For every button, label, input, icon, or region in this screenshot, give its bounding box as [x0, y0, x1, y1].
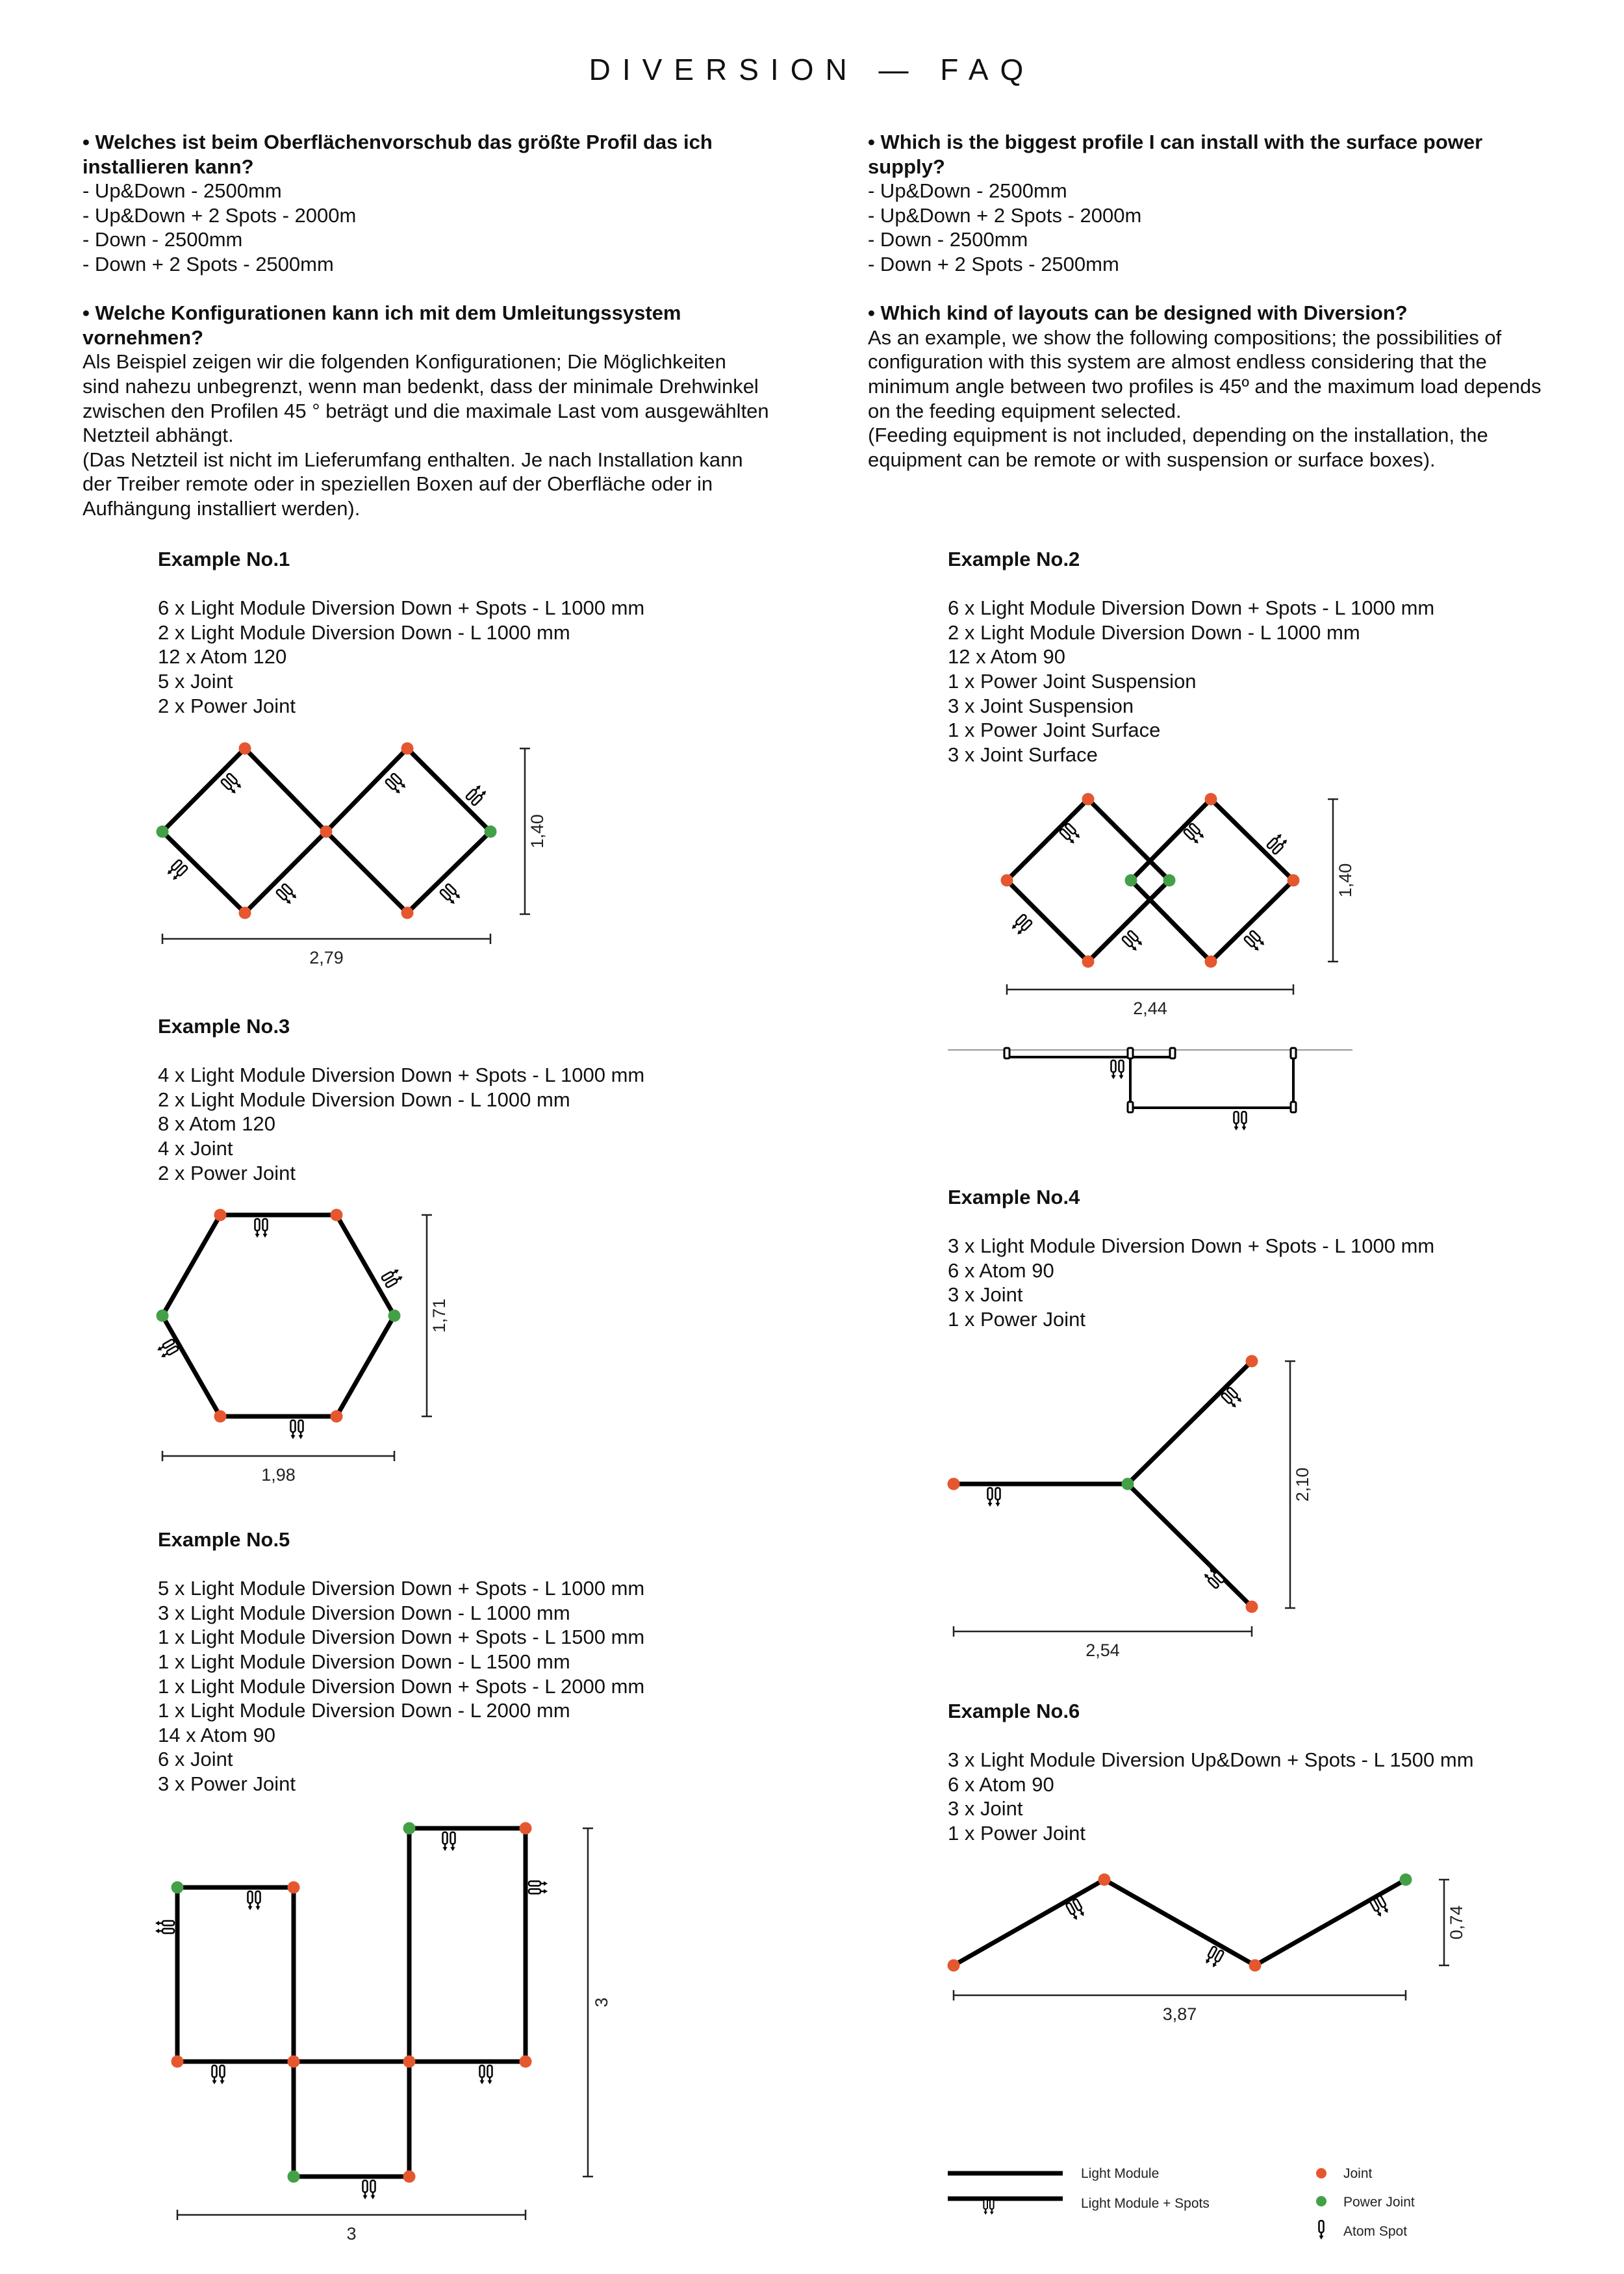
width-label: 3: [346, 2224, 357, 2243]
example-item: 6 x Joint: [158, 1748, 233, 1771]
example-item: 3 x Light Module Diversion Down - L 1000 mm: [158, 1601, 570, 1624]
power-joint: [1125, 875, 1137, 887]
width-label: 3,87: [1162, 2004, 1197, 2024]
example-item: 2 x Light Module Diversion Down - L 1000 mm: [158, 620, 570, 644]
suspension-cap: [1128, 1048, 1133, 1058]
example-title: Example No.1: [158, 548, 290, 570]
example-item: 12 x Atom 120: [158, 645, 287, 669]
example-item: 6 x Atom 90: [948, 1772, 1054, 1796]
atom-spot-icon: [1122, 930, 1144, 952]
joint: [320, 826, 333, 838]
height-label: 2,10: [1293, 1467, 1312, 1502]
example-item: 12 x Atom 90: [948, 645, 1065, 669]
legend-label-power-joint: Power Joint: [1343, 2195, 1415, 2210]
joint: [1082, 956, 1095, 968]
faq-answer-line: der Treiber remote oder in speziellen Boxen auf der Oberfläche oder in: [82, 472, 713, 496]
joint: [1098, 1874, 1111, 1886]
light-module: [1131, 880, 1211, 962]
light-module: [954, 1880, 1104, 1965]
joint: [1205, 793, 1217, 806]
joint: [948, 1960, 960, 1972]
example-item: 5 x Joint: [158, 669, 233, 693]
atom-spot-icon: [440, 884, 462, 906]
power-joint: [157, 826, 169, 838]
suspension-cap: [1004, 1048, 1009, 1058]
joint: [520, 1822, 532, 1835]
light-module: [1255, 1880, 1406, 1965]
faq-answer-line: equipment can be remote or with suspension or surface boxes).: [868, 448, 1436, 471]
width-label: 2,79: [309, 948, 344, 967]
joint: [1288, 875, 1300, 887]
example-item: 1 x Light Module Diversion Down - L 2000 mm: [158, 1699, 570, 1722]
example-item: 6 x Light Module Diversion Down + Spots - L 1000 mm: [948, 596, 1435, 620]
atom-spot-icon: [480, 2065, 492, 2084]
atom-spot-icon: [212, 2065, 225, 2084]
faq-question: installieren kann?: [82, 155, 254, 178]
example-item: 1 x Power Joint Surface: [948, 719, 1161, 742]
light-module: [336, 1316, 394, 1416]
joint: [403, 2171, 416, 2183]
light-module: [1131, 799, 1211, 880]
height-label: 1,40: [527, 814, 547, 849]
atom-spot-icon: [1010, 914, 1032, 936]
faq-answer-line: (Feeding equipment is not included, depending on the installation, the: [868, 424, 1488, 447]
dimension-line: [1007, 984, 1293, 995]
power-joint: [388, 1310, 401, 1322]
power-joint: [157, 1310, 169, 1322]
atom-spot-icon: [1244, 930, 1266, 952]
example-item: 3 x Light Module Diversion Down + Spots - L 1000 mm: [948, 1234, 1435, 1258]
dimension-line: [954, 1990, 1406, 2000]
suspension-cap: [1170, 1048, 1175, 1058]
faq-answer-line: - Down - 2500mm: [868, 228, 1028, 251]
example-title: Example No.2: [948, 548, 1080, 570]
width-label: 2,54: [1085, 1641, 1120, 1660]
faq-question: • Which kind of layouts can be designed with Diversion?: [868, 301, 1408, 325]
example-item: 6 x Light Module Diversion Down + Spots - L 1000 mm: [158, 596, 645, 620]
light-module: [1007, 799, 1088, 880]
faq-question: vornehmen?: [82, 326, 204, 349]
light-module: [162, 832, 245, 913]
atom-spot-icon: [466, 784, 488, 806]
light-module: [1211, 799, 1293, 880]
legend-label-light-module: Light Module: [1081, 2166, 1160, 2181]
suspension-cap: [1128, 1102, 1133, 1112]
faq-answer-line: - Up&Down - 2500mm: [868, 179, 1067, 203]
faq-answer-line: minimum angle between two profiles is 45º and the maximum load depends: [868, 374, 1542, 398]
faq-answer-line: - Down - 2500mm: [82, 228, 243, 251]
light-module: [1088, 880, 1169, 962]
example-item: 2 x Power Joint: [158, 694, 296, 717]
atom-spot-icon: [221, 773, 243, 795]
example-item: 1 x Power Joint Suspension: [948, 669, 1197, 693]
suspension-cap: [1291, 1102, 1296, 1112]
atom-spot-icon: [1234, 1112, 1247, 1131]
faq-answer-line: As an example, we show the following compositions; the possibilities of: [868, 326, 1502, 349]
power-joint: [485, 826, 497, 838]
side-view-profile: [1007, 1050, 1293, 1108]
joint: [520, 2056, 532, 2068]
light-module: [1211, 880, 1293, 962]
light-module: [162, 1316, 220, 1416]
joint: [214, 1209, 227, 1221]
joint: [1249, 1960, 1262, 1972]
example-item: 5 x Light Module Diversion Down + Spots - L 1000 mm: [158, 1577, 645, 1600]
example-item: 3 x Joint Surface: [948, 743, 1098, 766]
joint: [1246, 1601, 1258, 1613]
legend-label-atom-spot: Atom Spot: [1343, 2224, 1408, 2239]
atom-spot-icon: [1267, 832, 1289, 854]
light-module: [407, 832, 490, 913]
example-item: 2 x Light Module Diversion Down - L 1000 mm: [948, 620, 1360, 644]
width-label: 1,98: [261, 1465, 296, 1485]
power-joint: [1163, 875, 1176, 887]
joint: [403, 2056, 416, 2068]
atom-spot-icon: [385, 773, 407, 795]
atom-spot-icon: [255, 1219, 268, 1238]
example-item: 3 x Joint: [948, 1283, 1023, 1307]
faq-question: • Welches ist beim Oberflächenvorschub das größte Profil das ich: [82, 131, 713, 153]
light-module: [1104, 1880, 1255, 1965]
faq-answer-line: - Down + 2 Spots - 2500mm: [868, 252, 1119, 275]
joint: [401, 907, 414, 919]
faq-answer-line: - Up&Down + 2 Spots - 2000m: [868, 203, 1142, 227]
legend-joint-icon: [1316, 2168, 1326, 2178]
width-label: 2,44: [1133, 999, 1167, 1018]
joint: [331, 1411, 343, 1423]
faq-answer-line: (Das Netzteil ist nicht im Lieferumfang enthalten. Je nach Installation kann: [82, 448, 743, 471]
example-item: 8 x Atom 120: [158, 1112, 275, 1136]
example-item: 1 x Power Joint: [948, 1821, 1085, 1845]
joint: [1246, 1355, 1258, 1368]
atom-spot-icon: [443, 1832, 455, 1851]
faq-answer-line: Netzteil abhängt.: [82, 424, 234, 447]
atom-spot-icon: [529, 1882, 548, 1894]
atom-spot-icon: [155, 1921, 174, 1934]
example-title: Example No.6: [948, 1700, 1080, 1722]
height-label: 0,74: [1447, 1905, 1466, 1940]
example-item: 4 x Joint: [158, 1136, 233, 1160]
light-module: [326, 748, 407, 832]
joint: [239, 743, 251, 755]
example-item: 2 x Power Joint: [158, 1161, 296, 1184]
joint: [1082, 793, 1095, 806]
faq-question: • Which is the biggest profile I can install with the surface power: [868, 131, 1483, 153]
suspension-cap: [1291, 1048, 1296, 1058]
page-title: DIVERSION — FAQ: [589, 53, 1035, 86]
height-label: 1,71: [429, 1298, 449, 1333]
joint: [1205, 956, 1217, 968]
light-module: [336, 1215, 394, 1316]
light-module: [245, 832, 326, 913]
atom-spot-icon: [363, 2180, 375, 2199]
height-label: 3: [592, 1997, 611, 2008]
joint: [1001, 875, 1013, 887]
faq-answer-line: zwischen den Profilen 45 ° beträgt und die maximale Last vom ausgewählten: [82, 399, 769, 422]
faq-answer-line: Als Beispiel zeigen wir die folgenden Konfigurationen; Die Möglichkeiten: [82, 350, 726, 374]
atom-spot-icon: [381, 1268, 404, 1288]
atom-spot-icon: [988, 1488, 1000, 1507]
light-module: [162, 1215, 220, 1316]
example-title: Example No.3: [158, 1015, 290, 1038]
power-joint: [1400, 1874, 1412, 1886]
atom-spot-icon: [291, 1420, 303, 1439]
joint: [331, 1209, 343, 1221]
example-item: 1 x Light Module Diversion Down + Spots - L 1500 mm: [158, 1626, 645, 1649]
height-label: 1,40: [1336, 863, 1355, 898]
legend-label-light-module-spots: Light Module + Spots: [1081, 2196, 1210, 2211]
atom-spot-icon: [983, 2200, 993, 2215]
light-module: [407, 748, 490, 832]
example-item: 1 x Light Module Diversion Down - L 1500 mm: [158, 1650, 570, 1673]
example-item: 4 x Light Module Diversion Down + Spots - L 1000 mm: [158, 1064, 645, 1087]
faq-question: supply?: [868, 155, 945, 178]
atom-spot-icon: [1111, 1060, 1124, 1079]
joint: [401, 743, 414, 755]
light-module: [326, 832, 407, 913]
example-item: 1 x Power Joint: [948, 1307, 1085, 1331]
example-item: 6 x Atom 90: [948, 1258, 1054, 1282]
example-title: Example No.5: [158, 1528, 290, 1551]
joint: [171, 2056, 184, 2068]
legend-label-joint: Joint: [1343, 2166, 1373, 2181]
example-item: 3 x Joint: [948, 1797, 1023, 1820]
joint: [239, 907, 251, 919]
example-item: 1 x Light Module Diversion Down + Spots - L 2000 mm: [158, 1674, 645, 1698]
example-title: Example No.4: [948, 1186, 1080, 1208]
dimension-line: [954, 1626, 1252, 1637]
joint: [288, 2056, 300, 2068]
dimension-line: [162, 934, 490, 944]
light-module: [1128, 1361, 1252, 1484]
faq-answer-line: on the feeding equipment selected.: [868, 399, 1182, 422]
legend-power-joint-icon: [1316, 2196, 1326, 2206]
atom-spot-icon: [166, 860, 188, 882]
faq-answer-line: Aufhängung installiert werden).: [82, 496, 361, 520]
joint: [288, 1882, 300, 1894]
faq-answer-line: - Up&Down + 2 Spots - 2000m: [82, 203, 357, 227]
legend-atom-spot-icon: [1319, 2221, 1324, 2240]
faq-question: • Welche Konfigurationen kann ich mit dem Umleitungssystem: [82, 301, 681, 325]
joint: [214, 1411, 227, 1423]
faq-answer-line: - Up&Down - 2500mm: [82, 179, 282, 203]
example-item: 3 x Joint Suspension: [948, 694, 1134, 717]
example-item: 2 x Light Module Diversion Down - L 1000 mm: [158, 1088, 570, 1111]
power-joint: [288, 2171, 300, 2183]
atom-spot-icon: [248, 1891, 260, 1910]
power-joint: [403, 1822, 416, 1835]
dimension-line: [177, 2210, 526, 2220]
light-module: [1088, 799, 1169, 880]
light-module: [1128, 1484, 1252, 1607]
example-item: 3 x Power Joint: [158, 1772, 296, 1795]
dimension-line: [162, 1451, 394, 1461]
example-item: 3 x Light Module Diversion Up&Down + Spots - L 1500 mm: [948, 1748, 1474, 1772]
faq-answer-line: sind nahezu unbegrenzt, wenn man bedenkt, dass der minimale Drehwinkel: [82, 374, 759, 398]
atom-spot-icon: [1204, 1946, 1224, 1969]
faq-answer-line: - Down + 2 Spots - 2500mm: [82, 252, 334, 275]
joint: [948, 1478, 960, 1490]
faq-answer-line: configuration with this system are almost endless considering that the: [868, 350, 1487, 374]
power-joint: [171, 1882, 184, 1894]
light-module: [245, 748, 326, 832]
example-item: 14 x Atom 90: [158, 1723, 275, 1746]
atom-spot-icon: [276, 884, 298, 906]
power-joint: [1122, 1478, 1134, 1490]
